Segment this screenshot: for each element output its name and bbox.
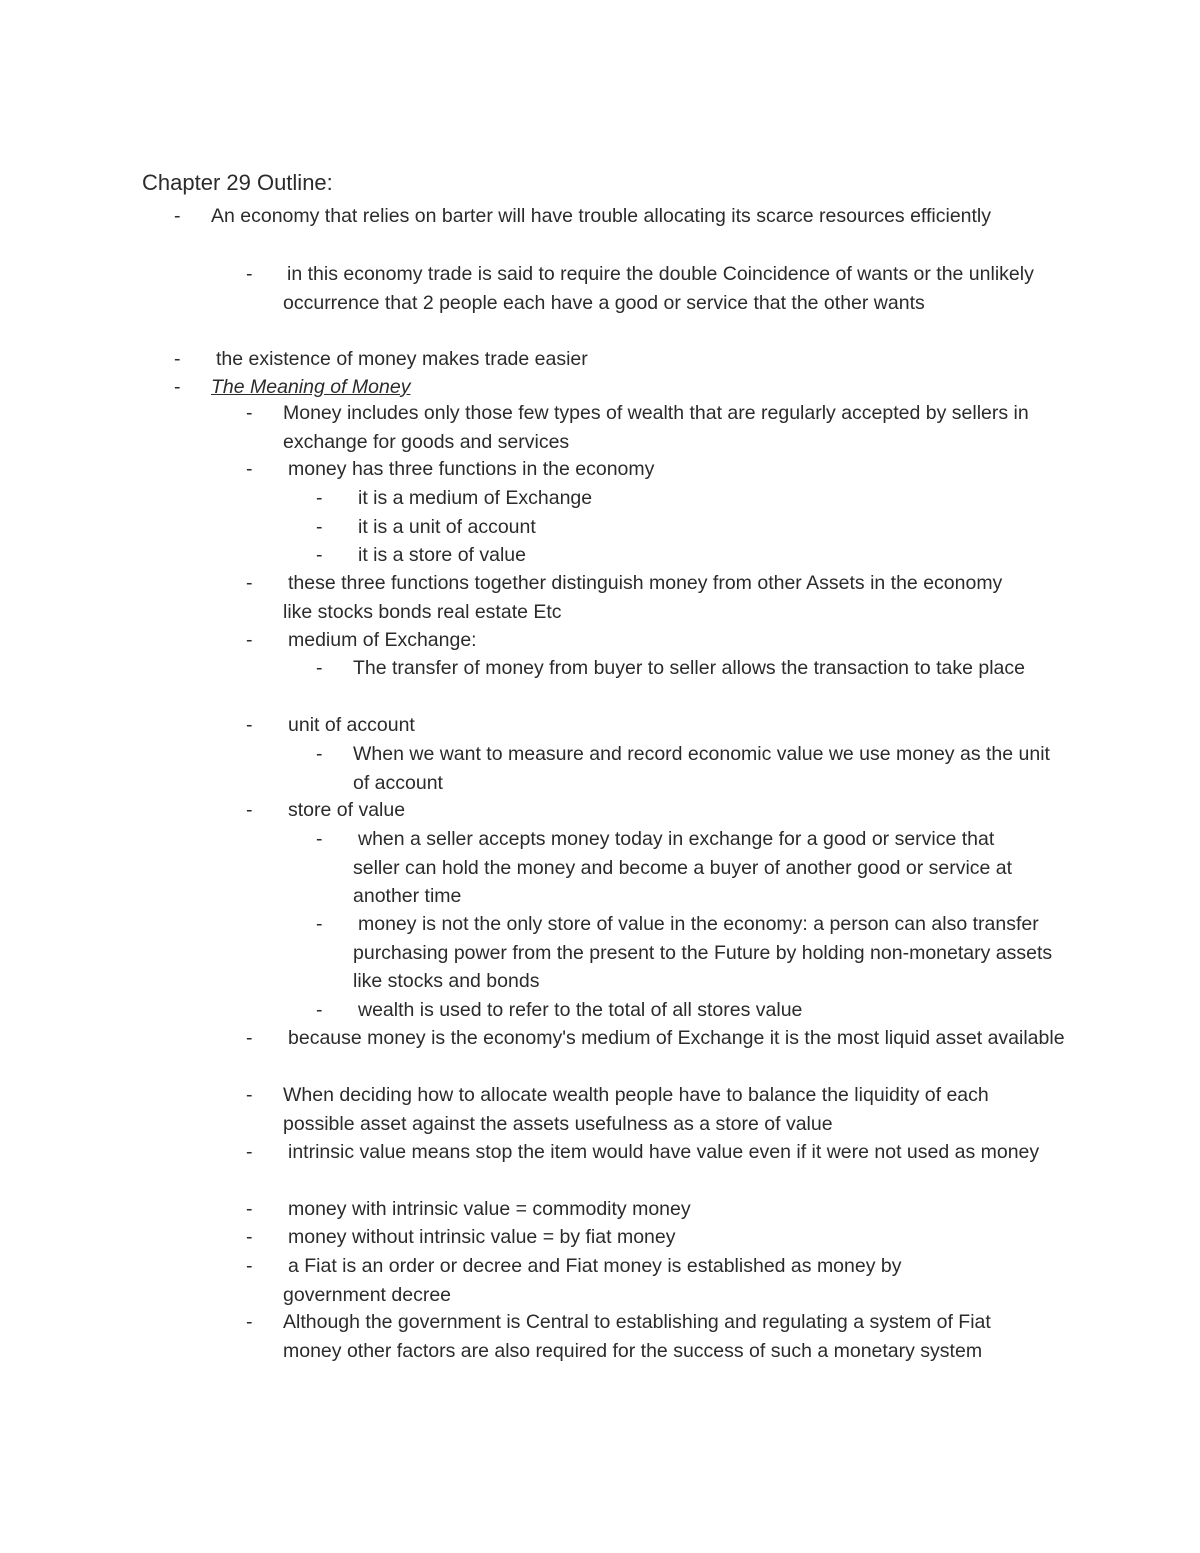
- list-bullet: -: [246, 1084, 253, 1106]
- list-item: An economy that relies on barter will have trouble allocating its scarce resources efficiently: [211, 205, 992, 227]
- list-item: store of value: [288, 799, 406, 821]
- list-item: these three functions together distinguish money from other Assets in the economy like stocks bonds real estate Etc: [283, 572, 1003, 623]
- list-bullet: -: [246, 1141, 253, 1163]
- list-bullet: -: [246, 572, 253, 594]
- section-heading: The Meaning of Money: [211, 376, 411, 398]
- list-item: intrinsic value means stop the item would have value even if it were not used as money: [288, 1141, 1040, 1163]
- list-item: because money is the economy's medium of Exchange it is the most liquid asset available: [288, 1027, 1065, 1049]
- list-item: it is a store of value: [358, 544, 526, 566]
- list-item: it is a medium of Exchange: [358, 487, 593, 509]
- list-bullet: -: [316, 657, 323, 679]
- list-bullet: -: [246, 402, 253, 424]
- list-item: The transfer of money from buyer to seller allows the transaction to take place: [353, 657, 1025, 679]
- list-bullet: -: [316, 913, 323, 935]
- list-bullet: -: [316, 828, 323, 850]
- list-bullet: -: [316, 487, 323, 509]
- list-item: Money includes only those few types of wealth that are regularly accepted by sellers in exchange for goods and services: [283, 402, 1029, 453]
- list-bullet: -: [316, 743, 323, 765]
- list-item: unit of account: [288, 714, 415, 736]
- list-bullet: -: [174, 376, 181, 398]
- list-item: the existence of money makes trade easier: [216, 348, 588, 370]
- list-item: money has three functions in the economy: [288, 458, 655, 480]
- list-bullet: -: [246, 1027, 253, 1049]
- list-item: wealth is used to refer to the total of all stores value: [358, 999, 803, 1021]
- list-bullet: -: [316, 516, 323, 538]
- list-item: money is not the only store of value in the economy: a person can also transfer purchasing power from the present to the Future by holding non-monetary assets like stocks and bonds: [353, 913, 1053, 992]
- list-item: When we want to measure and record economic value we use money as the unit of account: [353, 743, 1050, 794]
- list-bullet: -: [174, 205, 181, 227]
- list-bullet: -: [246, 799, 253, 821]
- list-bullet: -: [246, 1255, 253, 1277]
- list-bullet: -: [316, 544, 323, 566]
- list-item: a Fiat is an order or decree and Fiat money is established as money by government decree: [283, 1255, 902, 1306]
- page-title: Chapter 29 Outline:: [142, 170, 333, 195]
- list-bullet: -: [174, 348, 181, 370]
- list-item: Although the government is Central to establishing and regulating a system of Fiat money other factors are also required for the success of such a monetary system: [283, 1311, 991, 1362]
- list-item: money without intrinsic value = by fiat money: [288, 1226, 676, 1248]
- list-bullet: -: [246, 458, 253, 480]
- list-item: money with intrinsic value = commodity money: [288, 1198, 691, 1220]
- list-item: in this economy trade is said to require the double Coincidence of wants or the unlikely occurrence that 2 people each have a good or service that the other wants: [283, 263, 1034, 314]
- list-bullet: -: [246, 714, 253, 736]
- list-item: medium of Exchange:: [288, 629, 477, 651]
- list-bullet: -: [246, 1311, 253, 1333]
- list-bullet: -: [246, 1226, 253, 1248]
- list-bullet: -: [246, 1198, 253, 1220]
- list-bullet: -: [246, 629, 253, 651]
- list-item: it is a unit of account: [358, 516, 536, 538]
- list-bullet: -: [316, 999, 323, 1021]
- list-bullet: -: [246, 263, 253, 285]
- list-item: When deciding how to allocate wealth people have to balance the liquidity of each possible asset against the assets usefulness as a store of value: [283, 1084, 989, 1135]
- list-item: when a seller accepts money today in exchange for a good or service that seller can hold the money and become a buyer of another good or service at another time: [353, 828, 1013, 907]
